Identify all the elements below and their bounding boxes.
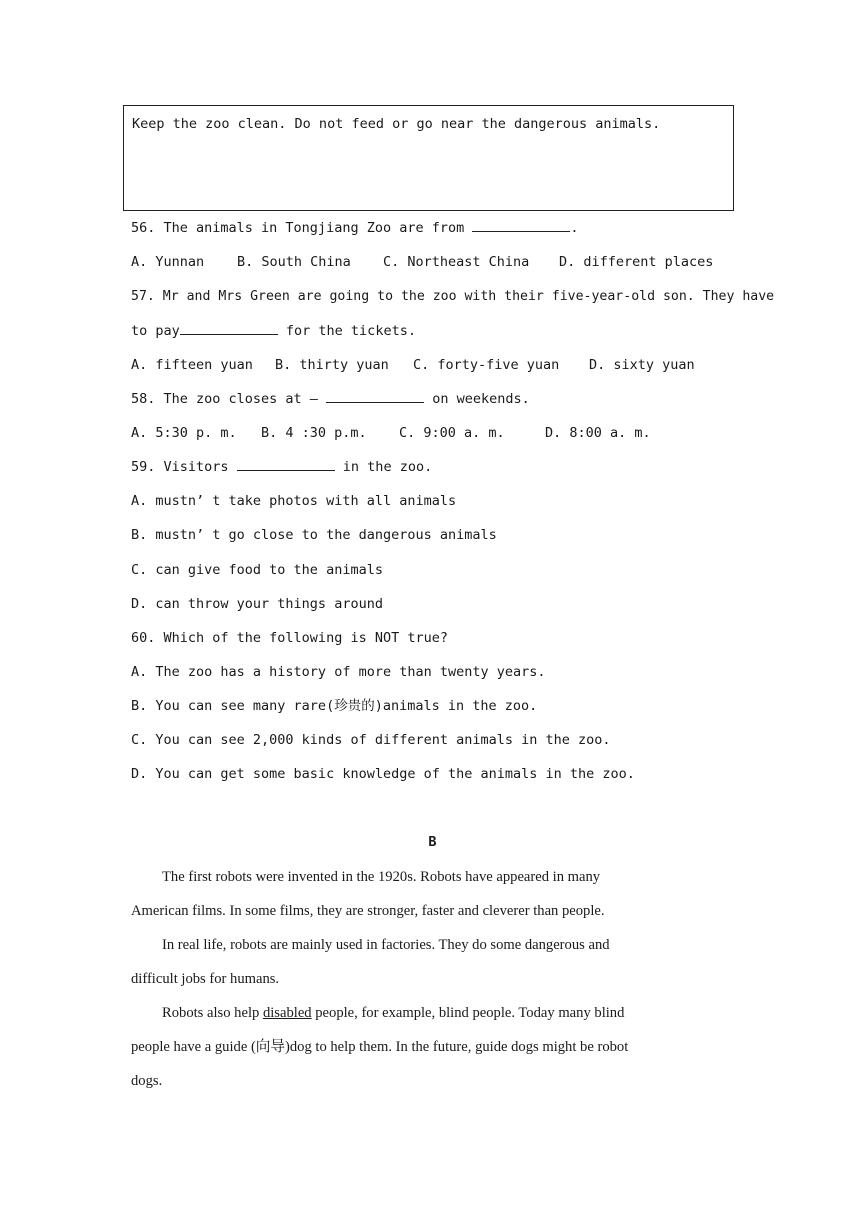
question-56-options [131, 253, 713, 271]
question-58 [131, 390, 530, 408]
paragraph-3-line-1a: Robots also help [162, 1005, 263, 1021]
option-c: C. 9:00 a. m. [399, 425, 505, 441]
paragraph-1 [131, 868, 737, 886]
section-b-heading: B [428, 834, 437, 850]
question-58-options [131, 424, 651, 442]
question-60-option-b: B. You can see many rare(珍贵的)animals in the zoo. [131, 698, 538, 714]
question-58-end: on weekends. [424, 391, 530, 407]
option-b: B. 4 :30 p.m. [261, 425, 367, 441]
question-57-line1: 57. Mr and Mrs Green are going to the zoo with their five-year-old son. They have [131, 289, 775, 304]
option-c: C. forty-five yuan [413, 357, 560, 373]
option-b: B. South China [237, 254, 351, 270]
paragraph-3 [131, 1004, 737, 1022]
paragraph-3-line-3: dogs. [131, 1073, 163, 1089]
question-59-end: in the zoo. [334, 459, 433, 475]
question-57-end: for the tickets. [277, 323, 416, 339]
question-60: 60. Which of the following is NOT true? [131, 630, 448, 646]
answer-blank [472, 219, 570, 232]
paragraph-1-line-2: American films. In some films, they are stronger, faster and cleverer than people. [131, 903, 605, 919]
question-58-text: 58. The zoo closes at — [131, 391, 327, 407]
option-a: A. Yunnan [131, 254, 205, 270]
option-c: C. Northeast China [383, 254, 530, 270]
paragraph-2-line-1: In real life, robots are mainly used in factories. They do some dangerous and [162, 937, 610, 953]
underlined-word: disabled [262, 1005, 312, 1021]
question-60-option-d: D. You can get some basic knowledge of the animals in the zoo. [131, 766, 635, 782]
question-59-option-b: B. mustn’ t go close to the dangerous animals [131, 527, 497, 543]
question-56 [131, 219, 579, 237]
answer-blank [326, 390, 424, 403]
question-59-text: 59. Visitors [131, 459, 237, 475]
paragraph-1-line-1: The first robots were invented in the 1920s. Robots have appeared in many [162, 869, 601, 885]
question-59 [131, 458, 432, 476]
answer-blank [237, 458, 335, 471]
notice-text: Keep the zoo clean. Do not feed or go near the dangerous animals. [132, 116, 661, 132]
paragraph-3-line-1b: people, for example, blind people. Today many blind [311, 1005, 625, 1021]
option-b: B. thirty yuan [275, 357, 389, 373]
option-d: D. sixty yuan [589, 357, 695, 373]
option-d: D. 8:00 a. m. [545, 425, 651, 441]
answer-blank [180, 322, 278, 335]
question-59-option-c: C. can give food to the animals [131, 562, 383, 578]
question-57-line2 [131, 322, 416, 340]
question-57-text: to pay [131, 323, 180, 339]
question-57-options [131, 356, 695, 374]
notice-box [123, 105, 734, 211]
question-56-end: . [570, 220, 579, 236]
question-60-option-c: C. You can see 2,000 kinds of different animals in the zoo. [131, 732, 611, 748]
paragraph-2-line-2: difficult jobs for humans. [131, 971, 280, 987]
paragraph-2 [131, 936, 737, 954]
option-a: A. 5:30 p. m. [131, 425, 237, 441]
question-59-option-d: D. can throw your things around [131, 596, 383, 612]
question-59-option-a: A. mustn’ t take photos with all animals [131, 493, 457, 509]
option-a: A. fifteen yuan [131, 357, 253, 373]
question-60-option-a: A. The zoo has a history of more than twenty years. [131, 664, 546, 680]
paragraph-3-line-2: people have a guide (向导)dog to help them. In the future, guide dogs might be robot [131, 1039, 629, 1055]
question-56-text: 56. The animals in Tongjiang Zoo are from [131, 220, 473, 236]
option-d: D. different places [559, 254, 714, 270]
